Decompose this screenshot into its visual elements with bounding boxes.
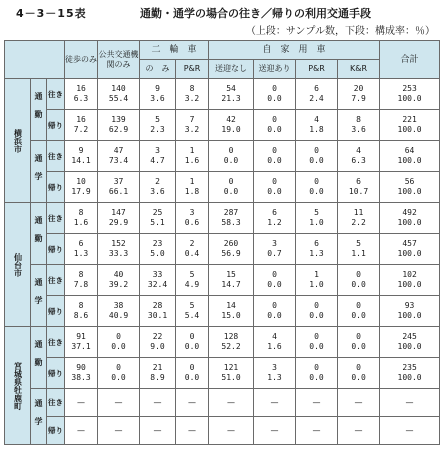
purpose-label: 通勤: [31, 203, 47, 265]
data-cell: 37 66.1: [98, 172, 140, 203]
header-two-wheel: 二 輪 車: [140, 41, 209, 60]
data-cell: 0 0.0: [254, 172, 296, 203]
data-cell: 0 0.0: [98, 327, 140, 358]
data-cell: 2 3.6: [140, 172, 176, 203]
data-cell: 1 1.0: [296, 265, 338, 296]
empty-cell: —: [254, 417, 296, 445]
data-cell: 42 19.0: [209, 110, 254, 141]
header-corner: [5, 41, 65, 79]
empty-cell: —: [209, 389, 254, 417]
data-cell: 47 73.4: [98, 141, 140, 172]
data-cell: 22 9.0: [140, 327, 176, 358]
table-row: [5, 172, 440, 203]
header-car-kr: K&R: [338, 60, 380, 79]
header-public: 公共交通機関のみ: [98, 41, 140, 79]
data-cell: 287 58.3: [209, 203, 254, 234]
data-cell: 6 1.3: [296, 234, 338, 265]
direction-label: 往き: [47, 265, 65, 296]
purpose-label: 通勤: [31, 327, 47, 389]
table-row: [5, 265, 440, 296]
city-label: 横浜市: [5, 79, 31, 203]
data-cell: 0 0.0: [296, 172, 338, 203]
header-car-dropoff: 送迎あり: [254, 60, 296, 79]
table-note: （上段：サンプル数，下段：構成率：％）: [245, 26, 435, 37]
city-label: 仙台市: [5, 203, 31, 327]
data-cell: 40 39.2: [98, 265, 140, 296]
total-cell: 245 100.0: [380, 327, 440, 358]
data-cell: 91 37.1: [65, 327, 98, 358]
data-cell: 14 15.0: [209, 296, 254, 327]
data-cell: 6 1.2: [254, 203, 296, 234]
empty-cell: —: [209, 417, 254, 445]
data-cell: 11 2.2: [338, 203, 380, 234]
data-cell: 6 1.3: [65, 234, 98, 265]
data-cell: 16 7.2: [65, 110, 98, 141]
data-cell: 260 56.9: [209, 234, 254, 265]
total-cell: 492 100.0: [380, 203, 440, 234]
empty-cell: —: [380, 417, 440, 445]
data-cell: 33 32.4: [140, 265, 176, 296]
data-cell: 3 0.6: [176, 203, 209, 234]
data-cell: 0 0.0: [296, 358, 338, 389]
data-cell: 28 30.1: [140, 296, 176, 327]
data-cell: 5 1.1: [338, 234, 380, 265]
empty-cell: —: [65, 389, 98, 417]
data-cell: 9 3.6: [140, 79, 176, 110]
data-cell: 0 0.0: [176, 358, 209, 389]
empty-cell: —: [140, 417, 176, 445]
header-two-wheel-only: の み: [140, 60, 176, 79]
table-row: [5, 79, 440, 110]
empty-cell: —: [380, 389, 440, 417]
empty-cell: —: [338, 389, 380, 417]
data-cell: 0 0.0: [254, 79, 296, 110]
total-cell: 102 100.0: [380, 265, 440, 296]
data-cell: 1 1.6: [176, 141, 209, 172]
data-cell: 16 6.3: [65, 79, 98, 110]
data-cell: 54 21.3: [209, 79, 254, 110]
data-cell: 8 3.2: [176, 79, 209, 110]
empty-cell: —: [254, 389, 296, 417]
data-cell: 8 1.6: [65, 203, 98, 234]
table-row: [5, 141, 440, 172]
header-two-wheel-pr: P&R: [176, 60, 209, 79]
data-cell: 8 3.6: [338, 110, 380, 141]
total-cell: 93 100.0: [380, 296, 440, 327]
direction-label: 帰り: [47, 358, 65, 389]
data-cell: 139 62.9: [98, 110, 140, 141]
header-car-no-dropoff: 送迎なし: [209, 60, 254, 79]
data-cell: 128 52.2: [209, 327, 254, 358]
data-cell: 5 2.3: [140, 110, 176, 141]
direction-label: 帰り: [47, 110, 65, 141]
data-cell: 0 0.0: [209, 172, 254, 203]
empty-cell: —: [296, 389, 338, 417]
data-cell: 3 0.7: [254, 234, 296, 265]
data-cell: 0 0.0: [338, 265, 380, 296]
data-cell: 4 1.8: [296, 110, 338, 141]
data-cell: 25 5.1: [140, 203, 176, 234]
direction-label: 帰り: [47, 234, 65, 265]
data-cell: 0 0.0: [176, 327, 209, 358]
data-cell: 0 0.0: [338, 296, 380, 327]
data-cell: 3 4.7: [140, 141, 176, 172]
empty-cell: —: [98, 389, 140, 417]
total-cell: 56 100.0: [380, 172, 440, 203]
data-cell: 10 17.9: [65, 172, 98, 203]
empty-cell: —: [176, 389, 209, 417]
data-cell: 8 8.6: [65, 296, 98, 327]
data-cell: 15 14.7: [209, 265, 254, 296]
total-cell: 221 100.0: [380, 110, 440, 141]
data-cell: 9 14.1: [65, 141, 98, 172]
direction-label: 帰り: [47, 172, 65, 203]
purpose-label: 通学: [31, 141, 47, 203]
empty-cell: —: [65, 417, 98, 445]
data-cell: 0 0.0: [254, 296, 296, 327]
transport-table: [4, 40, 440, 445]
table-row: [5, 389, 440, 417]
data-cell: 5 5.4: [176, 296, 209, 327]
table-row: [5, 417, 440, 445]
data-cell: 7 3.2: [176, 110, 209, 141]
data-cell: 0 0.0: [254, 265, 296, 296]
table-row: [5, 296, 440, 327]
empty-cell: —: [338, 417, 380, 445]
empty-cell: —: [176, 417, 209, 445]
data-cell: 0 0.0: [98, 358, 140, 389]
table-row: [5, 234, 440, 265]
data-cell: 152 33.3: [98, 234, 140, 265]
header-total: 合計: [380, 41, 440, 79]
data-cell: 5 1.0: [296, 203, 338, 234]
total-cell: 235 100.0: [380, 358, 440, 389]
data-cell: 0 0.0: [209, 141, 254, 172]
data-cell: 38 40.9: [98, 296, 140, 327]
empty-cell: —: [296, 417, 338, 445]
direction-label: 往き: [47, 389, 65, 417]
direction-label: 往き: [47, 327, 65, 358]
purpose-label: 通学: [31, 389, 47, 445]
data-cell: 3 1.3: [254, 358, 296, 389]
data-cell: 90 38.3: [65, 358, 98, 389]
direction-label: 帰り: [47, 417, 65, 445]
data-cell: 23 5.0: [140, 234, 176, 265]
data-cell: 147 29.9: [98, 203, 140, 234]
data-cell: 20 7.9: [338, 79, 380, 110]
data-cell: 8 7.8: [65, 265, 98, 296]
data-cell: 21 8.9: [140, 358, 176, 389]
city-label: 宮城県牡鹿町: [5, 327, 31, 445]
purpose-label: 通学: [31, 265, 47, 327]
header-walk: 徒歩のみ: [65, 41, 98, 79]
direction-label: 往き: [47, 203, 65, 234]
data-cell: 6 2.4: [296, 79, 338, 110]
data-cell: 0 0.0: [296, 296, 338, 327]
data-cell: 0 0.0: [338, 327, 380, 358]
total-cell: 457 100.0: [380, 234, 440, 265]
data-cell: 0 0.0: [296, 141, 338, 172]
data-cell: 5 4.9: [176, 265, 209, 296]
header-car-pr: P&R: [296, 60, 338, 79]
data-cell: 2 0.4: [176, 234, 209, 265]
table-title: [0, 0, 443, 20]
table-row: [5, 110, 440, 141]
table-row: [5, 203, 440, 234]
empty-cell: —: [98, 417, 140, 445]
direction-label: 往き: [47, 79, 65, 110]
direction-label: 帰り: [47, 296, 65, 327]
data-cell: 121 51.0: [209, 358, 254, 389]
data-cell: 0 0.0: [296, 327, 338, 358]
direction-label: 往き: [47, 141, 65, 172]
table-number: 4－3－15表: [16, 7, 87, 20]
total-cell: 253 100.0: [380, 79, 440, 110]
table-row: [5, 358, 440, 389]
data-cell: 0 0.0: [338, 358, 380, 389]
table-caption: 通勤・通学の場合の往き／帰りの利用交通手段: [140, 7, 371, 20]
data-cell: 0 0.0: [254, 141, 296, 172]
empty-cell: —: [140, 389, 176, 417]
table-row: [5, 327, 440, 358]
data-cell: 4 1.6: [254, 327, 296, 358]
data-cell: 140 55.4: [98, 79, 140, 110]
data-cell: 0 0.0: [254, 110, 296, 141]
header-car: 自 家 用 車: [209, 41, 380, 60]
data-cell: 6 10.7: [338, 172, 380, 203]
total-cell: 64 100.0: [380, 141, 440, 172]
data-cell: 1 1.8: [176, 172, 209, 203]
purpose-label: 通勤: [31, 79, 47, 141]
data-cell: 4 6.3: [338, 141, 380, 172]
